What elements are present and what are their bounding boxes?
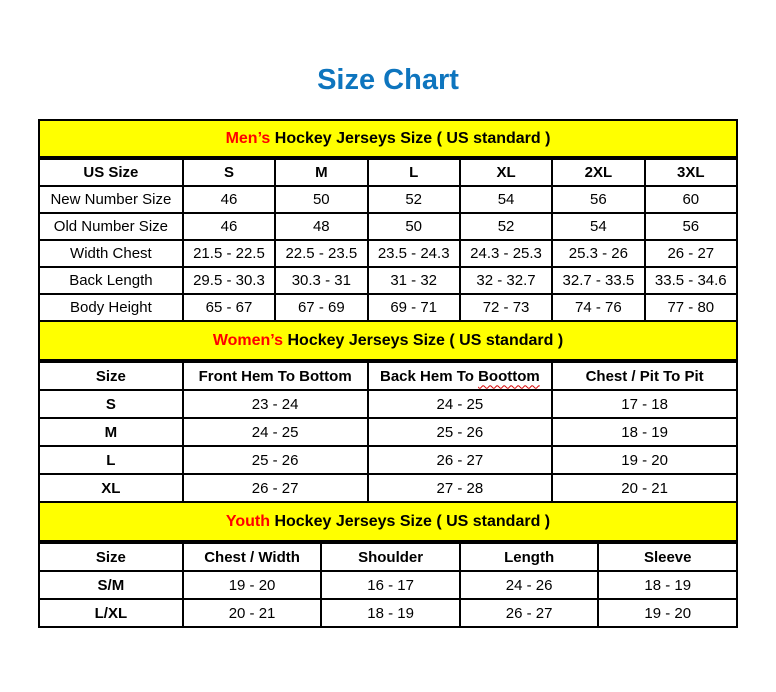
table-cell: 54 — [552, 213, 644, 240]
column-header: M — [275, 159, 367, 186]
table-cell: 24 - 25 — [368, 390, 553, 418]
table-cell: 26 - 27 — [645, 240, 737, 267]
table-cell: 74 - 76 — [552, 294, 644, 321]
row-label: Width Chest — [39, 240, 183, 267]
row-label: S — [39, 390, 183, 418]
table-row — [39, 240, 737, 267]
table-cell: 54 — [460, 186, 552, 213]
table-cell: 32 - 32.7 — [460, 267, 552, 294]
table-cell: 48 — [275, 213, 367, 240]
table-cell: 24 - 26 — [460, 571, 599, 599]
table-cell: 18 - 19 — [552, 418, 737, 446]
table-cell: 72 - 73 — [460, 294, 552, 321]
mens-section-header-rest: Hockey Jerseys Size ( US standard ) — [270, 129, 551, 147]
table-cell: 25 - 26 — [183, 446, 368, 474]
column-header: Chest / Pit To Pit — [552, 362, 737, 390]
mens-section — [38, 119, 738, 322]
table-row — [39, 390, 737, 418]
row-label: L — [39, 446, 183, 474]
table-row — [39, 446, 737, 474]
table-cell: 56 — [645, 213, 737, 240]
table-cell: 50 — [368, 213, 460, 240]
table-cell: 26 - 27 — [368, 446, 553, 474]
table-cell: 26 - 27 — [183, 474, 368, 502]
column-header: S — [183, 159, 275, 186]
table-cell: 21.5 - 22.5 — [183, 240, 275, 267]
womens-section-header — [38, 322, 738, 361]
womens-size-table — [38, 361, 738, 503]
table-cell: 24.3 - 25.3 — [460, 240, 552, 267]
column-header: L — [368, 159, 460, 186]
header-row — [39, 543, 737, 571]
table-cell: 18 - 19 — [321, 599, 460, 627]
table-cell: 52 — [368, 186, 460, 213]
column-header-text: Back Hem To — [380, 367, 479, 385]
womens-section-header-highlight: Women’s — [212, 331, 284, 349]
table-cell: 24 - 25 — [183, 418, 368, 446]
row-label: Back Length — [39, 267, 183, 294]
table-cell: 31 - 32 — [368, 267, 460, 294]
table-cell: 18 - 19 — [598, 571, 737, 599]
column-header: 3XL — [645, 159, 737, 186]
table-row — [39, 267, 737, 294]
table-cell: 20 - 21 — [183, 599, 322, 627]
youth-section-header — [38, 503, 738, 542]
table-cell: 27 - 28 — [368, 474, 553, 502]
size-chart — [38, 119, 738, 628]
mens-section-header — [38, 119, 738, 158]
table-cell: 29.5 - 30.3 — [183, 267, 275, 294]
table-row — [39, 571, 737, 599]
column-header: Front Hem To Bottom — [183, 362, 368, 390]
table-cell: 20 - 21 — [552, 474, 737, 502]
column-header: Chest / Width — [183, 543, 322, 571]
youth-section — [38, 503, 738, 628]
row-label: Old Number Size — [39, 213, 183, 240]
column-header: US Size — [39, 159, 183, 186]
youth-section-header-highlight: Youth — [225, 512, 270, 530]
table-row — [39, 294, 737, 321]
table-cell: 56 — [552, 186, 644, 213]
table-cell: 26 - 27 — [460, 599, 599, 627]
table-cell: 19 - 20 — [552, 446, 737, 474]
row-label: XL — [39, 474, 183, 502]
table-cell: 23.5 - 24.3 — [368, 240, 460, 267]
column-header: 2XL — [552, 159, 644, 186]
table-cell: 50 — [275, 186, 367, 213]
table-cell: 77 - 80 — [645, 294, 737, 321]
misspelled-word: Boottom — [478, 367, 540, 385]
table-cell: 65 - 67 — [183, 294, 275, 321]
header-row — [39, 159, 737, 186]
table-cell: 25 - 26 — [368, 418, 553, 446]
womens-section-header-rest: Hockey Jerseys Size ( US standard ) — [283, 331, 564, 349]
header-row — [39, 362, 737, 390]
row-label: Body Height — [39, 294, 183, 321]
column-header: Shoulder — [321, 543, 460, 571]
table-cell: 32.7 - 33.5 — [552, 267, 644, 294]
column-header: Length — [460, 543, 599, 571]
column-header: Size — [39, 543, 183, 571]
table-cell: 16 - 17 — [321, 571, 460, 599]
table-cell: 30.3 - 31 — [275, 267, 367, 294]
page-title: Size Chart — [317, 64, 459, 96]
womens-section — [38, 322, 738, 503]
table-row — [39, 474, 737, 502]
table-cell: 46 — [183, 213, 275, 240]
row-label: L/XL — [39, 599, 183, 627]
table-cell: 69 - 71 — [368, 294, 460, 321]
table-row — [39, 418, 737, 446]
table-cell: 46 — [183, 186, 275, 213]
table-cell: 67 - 69 — [275, 294, 367, 321]
table-row — [39, 213, 737, 240]
table-cell: 19 - 20 — [598, 599, 737, 627]
mens-size-table — [38, 158, 738, 322]
row-label: S/M — [39, 571, 183, 599]
table-row — [39, 599, 737, 627]
row-label: M — [39, 418, 183, 446]
table-cell: 17 - 18 — [552, 390, 737, 418]
table-cell: 60 — [645, 186, 737, 213]
table-cell: 52 — [460, 213, 552, 240]
column-header: Sleeve — [598, 543, 737, 571]
column-header: Size — [39, 362, 183, 390]
mens-section-header-highlight: Men’s — [225, 129, 271, 147]
table-cell: 25.3 - 26 — [552, 240, 644, 267]
youth-size-table — [38, 542, 738, 628]
table-cell: 19 - 20 — [183, 571, 322, 599]
table-cell: 23 - 24 — [183, 390, 368, 418]
table-cell: 22.5 - 23.5 — [275, 240, 367, 267]
youth-section-header-rest: Hockey Jerseys Size ( US standard ) — [270, 512, 551, 530]
table-row — [39, 186, 737, 213]
row-label: New Number Size — [39, 186, 183, 213]
column-header: XL — [460, 159, 552, 186]
table-cell: 33.5 - 34.6 — [645, 267, 737, 294]
column-header — [368, 362, 553, 390]
